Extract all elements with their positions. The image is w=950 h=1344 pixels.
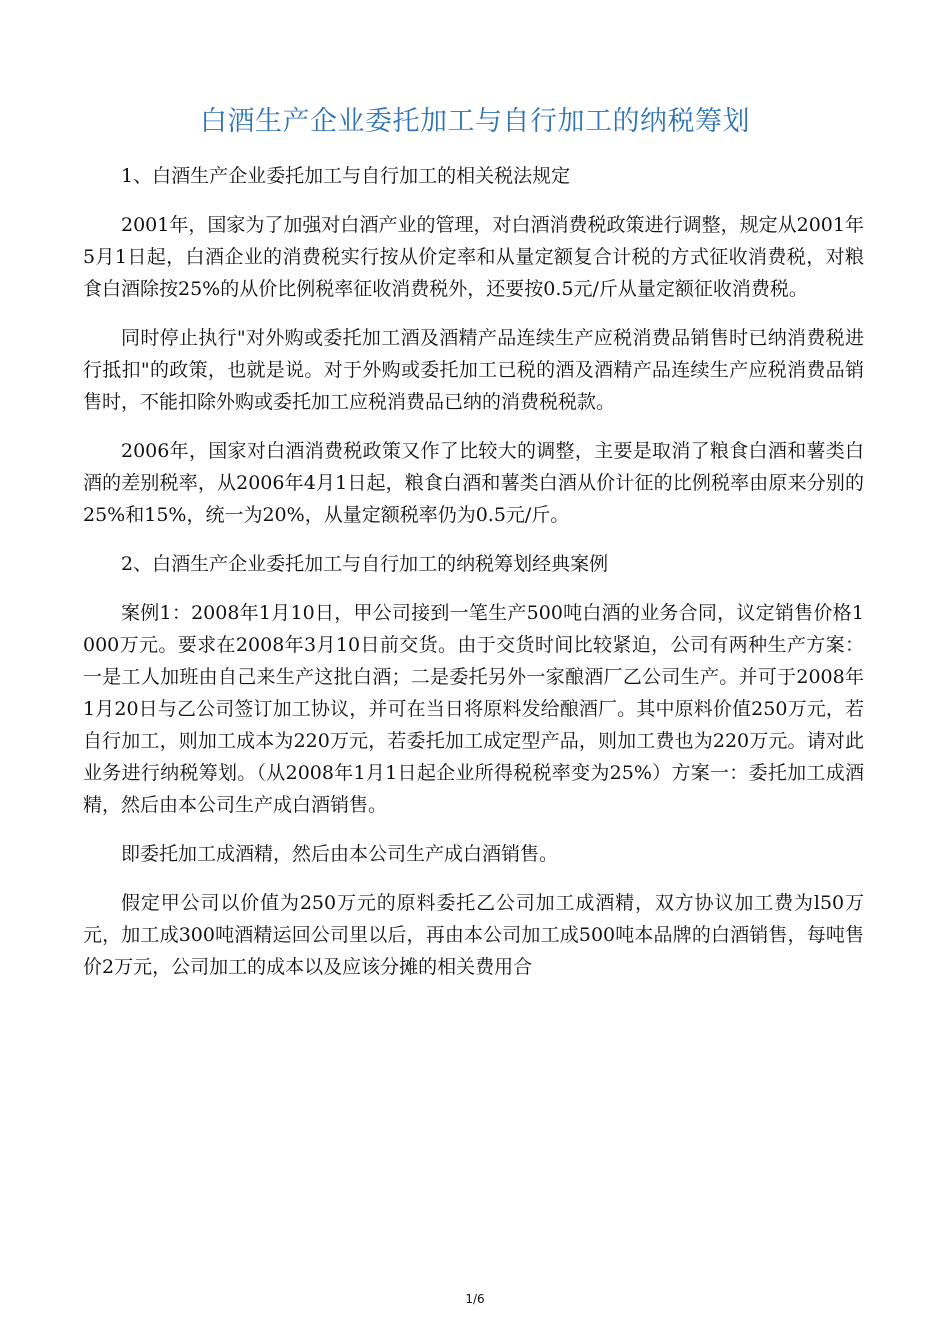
paragraph-plan-detail: 假定甲公司以价值为250万元的原料委托乙公司加工成酒精，双方协议加工费为l50万元，加工成300吨酒精运回公司里以后，再由本公司加工成500吨本品牌的白酒销售，每吨售价2万元，公司加工的成本以及应该分摊的相关费用合 — [83, 892, 864, 978]
paragraph-case-1: 案例1：2008年1月10日，甲公司接到一笔生产500吨白酒的业务合同，议定销售价格1000万元。要求在2008年3月10日前交货。由于交货时间比较紧迫，公司有两种生产方案：一是工人加班由自己来生产这批白酒；二是委托另外一家酿酒厂乙公司生产。并可于2008年1月20日与乙公司签订加工协议，并可在当日将原料发给酿酒厂。其中原料价值250万元，若自行加工，则加工成本为220万元，若委托加工成定型产品，则加工费也为220万元。请对此业务进行纳税筹划。（从2008年1月1日起企业所得税税率变为25%）方案一：委托加工成酒精，然后由本公司生产成白酒销售。 — [83, 602, 864, 816]
document-title: 白酒生产企业委托加工与自行加工的纳税筹划 — [200, 106, 750, 137]
paragraph-2006-policy: 2006年，国家对白酒消费税政策又作了比较大的调整，主要是取消了粮食白酒和薯类白酒的差别税率，从2006年4月1日起，粮食白酒和薯类白酒从价计征的比例税率由原来分别的25%和15%，统一为20%，从量定额税率仍为0.5元/斤。 — [83, 440, 864, 526]
paragraph-2001-policy: 2001年，国家为了加强对白酒产业的管理，对白酒消费税政策进行调整，规定从2001年5月1日起，白酒企业的消费税实行按从价定率和从量定额复合计税的方式征收消费税，对粮食白酒除按25%的从价比例税率征收消费税外，还要按0.5元/斤从量定额征收消费税。 — [83, 214, 864, 300]
section-heading-1: 1、白酒生产企业委托加工与自行加工的相关税法规定 — [121, 165, 571, 187]
section-heading-2: 2、白酒生产企业委托加工与自行加工的纳税筹划经典案例 — [121, 553, 609, 575]
paragraph-deduction-policy: 同时停止执行"对外购或委托加工酒及酒精产品连续生产应税消费品销售时已纳消费税进行抵扣"的政策，也就是说。对于外购或委托加工已税的酒及酒精产品连续生产应税消费品销售时，不能扣除外购或委托加工应税消费品已纳的消费税税款。 — [83, 327, 864, 413]
page-number: 1/6 — [465, 1292, 485, 1306]
paragraph-plan-summary: 即委托加工成酒精，然后由本公司生产成白酒销售。 — [121, 843, 559, 865]
document-body — [83, 160, 864, 1000]
